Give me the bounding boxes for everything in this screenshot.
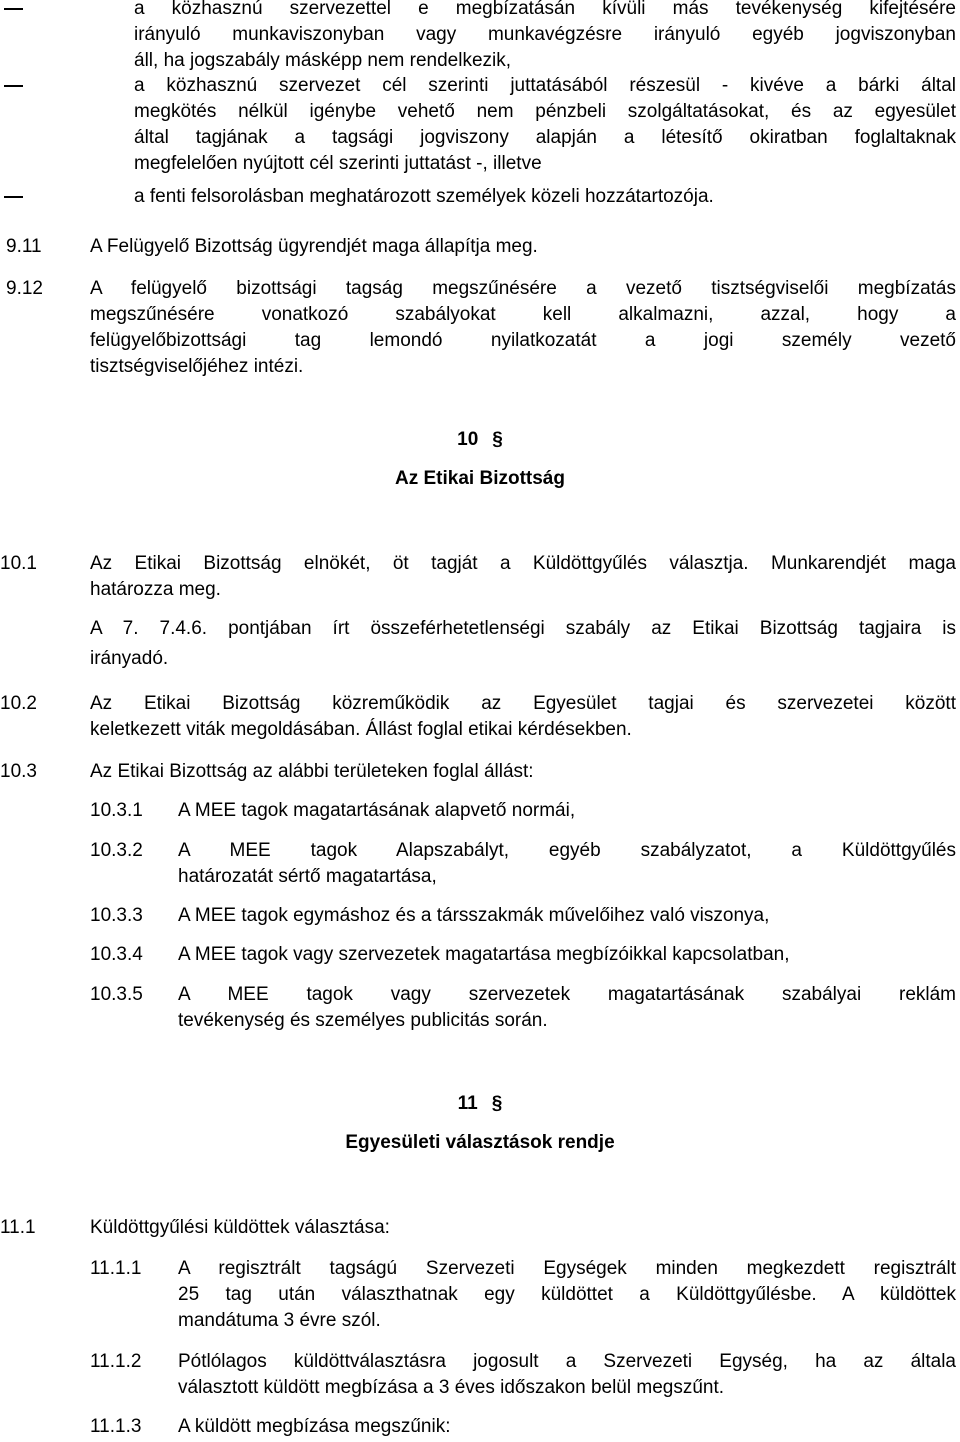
subitem-number: 10.3.5 xyxy=(90,984,143,1005)
subitem-11-1-2 xyxy=(90,1349,956,1401)
subitem-number: 11.1.2 xyxy=(90,1351,142,1372)
text-line: A MEE tagok Alapszabályt, egyéb szabályzatot, a Küldöttgyűlés xyxy=(178,840,956,861)
subitem-10-3-1 xyxy=(90,798,956,824)
paragraph-number: 11.1 xyxy=(0,1217,36,1238)
text-line: felügyelőbizottsági tag lemondó nyilatkozatát a jogi személy vezető xyxy=(90,330,956,351)
text-line: által tagjának a tagsági jogviszony alapján a létesítő okiratban foglaltaknak xyxy=(134,127,956,148)
text-line: megfelelően nyújtott cél szerinti juttatást -, illetve xyxy=(134,153,542,174)
subitem-number: 10.3.1 xyxy=(90,800,143,821)
subitem-number: 10.3.4 xyxy=(90,944,143,965)
text-line: A felügyelő bizottsági tagság megszűnésére a vezető tisztségviselői megbízatás xyxy=(90,278,956,299)
paragraph-number: 10.1 xyxy=(0,553,37,574)
section-11-title: Egyesületi választások rendje xyxy=(345,1132,615,1153)
subitem-10-3-3 xyxy=(90,903,956,929)
section-10-title: Az Etikai Bizottság xyxy=(395,468,565,489)
section-10-number: 10 § xyxy=(0,427,960,453)
paragraph-number: 9.12 xyxy=(6,278,43,299)
text-line: a közhasznú szervezet cél szerinti juttatásából részesül - kivéve a bárki által xyxy=(134,75,956,96)
text-line: A MEE tagok magatartásának alapvető normái, xyxy=(178,800,576,821)
text-line: Az Etikai Bizottság közreműködik az Egyesület tagjai és szervezetei között xyxy=(90,693,956,714)
section-11-number: 11 § xyxy=(0,1091,960,1117)
paragraph-11-1 xyxy=(0,1215,956,1241)
text-line: a közhasznú szervezettel e megbízatásán kívüli más tevékenység kifejtésére xyxy=(134,0,956,19)
paragraph-10-2 xyxy=(0,691,956,743)
text-line: mandátuma 3 évre szól. xyxy=(178,1310,381,1331)
paragraph-10-1 xyxy=(0,551,956,674)
paragraph-number: 10.2 xyxy=(0,693,37,714)
text-line: A MEE tagok vagy szervezetek magatartásának szabályai reklám xyxy=(178,984,956,1005)
text-line: A 7. 7.4.6. pontjában írt összeférhetetlenségi szabály az Etikai Bizottság tagjaira is xyxy=(90,618,956,639)
paragraph-text: Küldöttgyűlési küldöttek választása: xyxy=(90,1217,390,1238)
text-line: a fenti felsorolásban meghatározott személyek közeli hozzátartozója. xyxy=(134,186,714,207)
text-line: határozatát sértő magatartása, xyxy=(178,866,437,887)
text-line: tevékenység és személyes publicitás során. xyxy=(178,1010,548,1031)
dash-list-item xyxy=(90,0,956,74)
section-sign: § xyxy=(491,1093,503,1114)
subitem-number: 10.3.2 xyxy=(90,840,143,861)
dash-list-item xyxy=(90,73,956,177)
subitem-11-1-3 xyxy=(90,1414,956,1440)
subitem-number: 11.1.1 xyxy=(90,1258,142,1279)
text-line: Az Etikai Bizottság elnökét, öt tagját a Küldöttgyűlés választja. Munkarendjét maga xyxy=(90,553,956,574)
paragraph-text: Az Etikai Bizottság az alábbi területeken foglal állást: xyxy=(90,761,534,782)
text-line: tisztségviselőjéhez intézi. xyxy=(90,356,304,377)
text-line: A MEE tagok vagy szervezetek magatartása megbízóikkal kapcsolatban, xyxy=(178,944,790,965)
text-line: keletkezett viták megoldásában. Állást foglal etikai kérdésekben. xyxy=(90,719,632,740)
subitem-number: 10.3.3 xyxy=(90,905,143,926)
paragraph-number: 9.11 xyxy=(6,236,42,257)
text-line: áll, ha jogszabály másképp nem rendelkezik, xyxy=(134,50,512,71)
paragraph-number: 10.3 xyxy=(0,761,37,782)
text-line: A MEE tagok egymáshoz és a társszakmák művelőihez való viszonya, xyxy=(178,905,770,926)
text-line: irányadó. xyxy=(90,648,169,669)
subitem-10-3-4 xyxy=(90,942,956,968)
paragraph-text: A Felügyelő Bizottság ügyrendjét maga állapítja meg. xyxy=(90,236,538,257)
subitem-number: 11.1.3 xyxy=(90,1416,142,1437)
text-line: megkötés nélkül igénybe vehető nem pénzbeli szolgáltatásokat, és az egyesület xyxy=(134,101,956,122)
text-line: A regisztrált tagságú Szervezeti Egységek minden megkezdett regisztrált xyxy=(178,1258,956,1279)
text-line: irányuló munkaviszonyban vagy munkavégzésre irányuló egyéb jogviszonyban xyxy=(134,24,956,45)
paragraph-10-3 xyxy=(0,759,956,785)
paragraph-9-11 xyxy=(6,234,956,260)
text-line: 25 tag után választhatnak egy küldöttet a Küldöttgyűlésbe. A küldöttek xyxy=(178,1284,956,1305)
text-line: határozza meg. xyxy=(90,579,221,600)
text-line: Pótlólagos küldöttválasztásra jogosult a Szervezeti Egység, ha az általa xyxy=(178,1351,956,1372)
subitem-10-3-2 xyxy=(90,838,956,890)
text-line: megszűnésére vonatkozó szabályokat kell alkalmazni, azzal, hogy a xyxy=(90,304,956,325)
subitem-10-3-5 xyxy=(90,982,956,1034)
paragraph-9-12 xyxy=(6,276,956,380)
dash-list-item xyxy=(90,184,956,210)
section-sign: § xyxy=(492,429,503,450)
subitem-11-1-1 xyxy=(90,1256,956,1334)
text-line: A küldött megbízása megszűnik: xyxy=(178,1416,451,1437)
text-line: választott küldött megbízása a 3 éves időszakon belül megszűnt. xyxy=(178,1377,725,1398)
